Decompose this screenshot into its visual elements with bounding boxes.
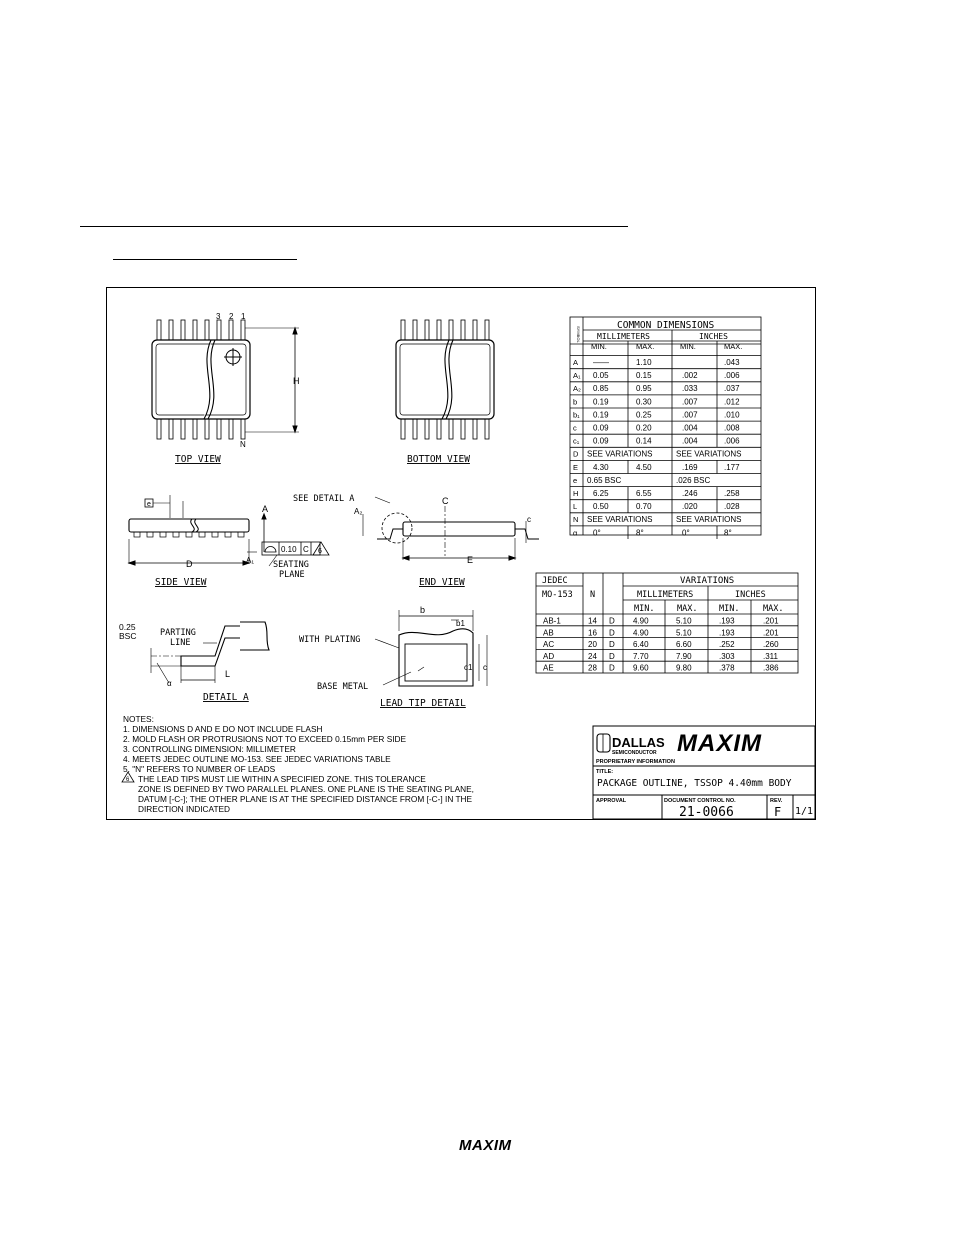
tolerance-value: 0.10 xyxy=(281,545,297,554)
detail-a xyxy=(119,622,269,703)
cd-in-span: SEE VARIATIONS xyxy=(676,515,742,525)
var-mm-min-header: MIN. xyxy=(634,604,655,614)
var-cell: 9.80 xyxy=(676,663,692,673)
lead xyxy=(169,419,173,439)
lead xyxy=(193,419,197,439)
document-number: 21-0066 xyxy=(679,805,734,819)
side-view xyxy=(129,495,329,588)
seating-plane-label-2: PLANE xyxy=(279,570,305,580)
lead xyxy=(485,419,489,439)
var-cell: 6.40 xyxy=(633,640,649,650)
cd-cell: .246 xyxy=(682,489,698,498)
var-cell: 4.90 xyxy=(633,628,649,638)
var-cell: AC xyxy=(543,640,555,650)
lead xyxy=(437,419,441,439)
lead-tip-detail xyxy=(299,605,487,709)
var-mm-header: MILLIMETERS xyxy=(637,590,694,600)
lead xyxy=(212,532,218,537)
cd-cell: 0.25 xyxy=(636,410,652,420)
cd-symbol: E xyxy=(573,462,579,472)
var-cell: 14 xyxy=(588,616,597,626)
var-in-header: INCHES xyxy=(735,590,766,600)
dim-a1-label: A₁ xyxy=(246,556,255,565)
dim-c-label: c xyxy=(527,515,531,524)
with-plating-label: WITH PLATING xyxy=(299,635,361,645)
dim-c1-label: c1 xyxy=(464,663,473,672)
cd-cell: 0.70 xyxy=(636,502,652,512)
cd-cell: 0.14 xyxy=(636,436,652,446)
cd-cell: .012 xyxy=(724,397,740,407)
var-cell: 7.70 xyxy=(633,651,649,661)
dim-a2-label: A₂ xyxy=(354,507,363,516)
lead xyxy=(229,320,233,340)
cd-mm-header: MILLIMETERS xyxy=(597,332,650,341)
notes-heading: NOTES: xyxy=(123,714,154,724)
variations-title: VARIATIONS xyxy=(680,576,735,586)
cd-cell: .008 xyxy=(724,423,740,433)
doc-control-label: DOCUMENT CONTROL NO. xyxy=(664,798,736,804)
var-cell: .386 xyxy=(763,663,779,673)
lead xyxy=(181,320,185,340)
end-view-label: END VIEW xyxy=(419,577,465,588)
sheet-number: 1/1 xyxy=(795,806,814,817)
top-view-leads-top xyxy=(157,320,245,340)
var-in-max-header: MAX. xyxy=(763,604,784,614)
detail-bsc-value: 0.25 xyxy=(119,622,136,632)
lead xyxy=(199,532,205,537)
lead xyxy=(229,419,233,439)
note-flag-number: 6 xyxy=(318,548,322,555)
var-cell: .252 xyxy=(719,640,735,650)
var-cell: 16 xyxy=(588,628,597,638)
dim-l-label: L xyxy=(225,669,231,679)
cd-cell: 0° xyxy=(593,528,601,538)
cd-symbol: A₂ xyxy=(573,384,581,394)
parting-line-label-1: PARTING xyxy=(160,628,196,638)
base-metal-label: BASE METAL xyxy=(317,682,369,692)
common-dimensions-table xyxy=(570,317,761,539)
lead xyxy=(449,320,453,340)
cd-cell: 0.95 xyxy=(636,384,652,394)
bottom-view xyxy=(396,320,494,465)
cd-subheader: MAX. xyxy=(636,342,655,351)
pin-number-3: 3 xyxy=(216,312,221,321)
cd-cell: .033 xyxy=(682,384,698,394)
cd-cell: .258 xyxy=(724,489,740,498)
var-cell: 24 xyxy=(588,651,597,661)
mo-number: MO-153 xyxy=(542,590,573,600)
variations-table xyxy=(536,573,798,673)
cd-cell: 0.50 xyxy=(593,502,609,512)
header-rule xyxy=(80,226,628,227)
lead xyxy=(217,419,221,439)
var-cell: D xyxy=(609,616,615,626)
jedec-header: JEDEC xyxy=(542,576,568,586)
flatness-icon xyxy=(265,547,276,553)
dim-n-label: N xyxy=(240,440,246,449)
cd-in-span: SEE VARIATIONS xyxy=(676,449,742,459)
var-cell: .201 xyxy=(763,628,779,638)
dim-c-tip-label: c xyxy=(483,663,487,672)
revision: F xyxy=(774,805,782,819)
dim-h-label: H xyxy=(293,376,300,386)
cd-cell: 8° xyxy=(724,528,732,538)
parting-line-label-2: LINE xyxy=(170,638,191,648)
var-in-min-header: MIN. xyxy=(719,604,740,614)
cd-symbol: H xyxy=(573,489,579,498)
note-6-line-2: ZONE IS DEFINED BY TWO PARALLEL PLANES. ONE PLANE IS THE SEATING PLANE, xyxy=(138,784,474,794)
var-cell: .311 xyxy=(763,651,778,661)
note-3: 3. CONTROLLING DIMENSION: MILLIMETER xyxy=(123,744,296,754)
detail-a-label: DETAIL A xyxy=(203,692,249,703)
cd-mm-span: SEE VARIATIONS xyxy=(587,449,653,459)
cd-subheader: MIN. xyxy=(680,342,696,351)
var-cell: D xyxy=(609,640,615,650)
cd-cell: .028 xyxy=(724,502,740,512)
lead xyxy=(169,320,173,340)
lead-tip-detail-label: LEAD TIP DETAIL xyxy=(380,698,466,709)
cd-cell: 8° xyxy=(636,528,644,538)
tolerance-datum: C xyxy=(303,545,309,554)
package-outline-drawing xyxy=(106,287,816,820)
centerline-c-label: C xyxy=(442,496,449,506)
var-cell: AB-1 xyxy=(543,616,561,626)
var-cell: .303 xyxy=(719,651,735,661)
lead xyxy=(401,419,405,439)
footer-maxim-logo: MAXIM xyxy=(459,1137,512,1154)
dim-a-label: A xyxy=(262,504,269,514)
var-cell: 7.90 xyxy=(676,651,692,661)
lead xyxy=(160,532,166,537)
cd-cell: .006 xyxy=(724,436,740,446)
var-cell: .193 xyxy=(719,628,735,638)
cd-symbol: A₁ xyxy=(573,371,581,381)
cd-cell: —— xyxy=(593,358,609,367)
rev-label: REV. xyxy=(770,798,783,804)
top-view-leads-bottom xyxy=(157,419,245,439)
dim-b-label: b xyxy=(420,605,426,615)
lead xyxy=(401,320,405,340)
lead xyxy=(425,419,429,439)
lead xyxy=(186,532,192,537)
cd-in-header: INCHES xyxy=(699,332,728,341)
pin-number-2: 2 xyxy=(229,312,234,321)
cd-symbol: D xyxy=(573,449,579,459)
title-field-label: TITLE: xyxy=(596,769,614,775)
var-cell: AB xyxy=(543,628,554,638)
cd-mm-span: 0.65 BSC xyxy=(587,475,622,485)
lead xyxy=(238,532,244,537)
cd-subheader: MIN. xyxy=(591,342,607,351)
lead xyxy=(413,419,417,439)
dim-b1-label: b1 xyxy=(456,619,465,628)
note-6-line-3: DATUM [-C-]; THE OTHER PLANE IS AT THE SPECIFIED DISTANCE FROM [-C-] IN THE xyxy=(138,794,473,804)
lead xyxy=(157,320,161,340)
cd-cell: .007 xyxy=(682,410,698,420)
subheader-rule xyxy=(113,259,297,260)
cd-cell: .002 xyxy=(682,371,698,381)
var-cell: .260 xyxy=(763,640,779,650)
lead xyxy=(473,320,477,340)
cd-symbol: c₁ xyxy=(573,436,580,446)
cd-cell: 0° xyxy=(682,528,690,538)
var-cell: 20 xyxy=(588,640,597,650)
dim-e-pitch-label: e xyxy=(147,501,151,508)
cd-cell: 0.15 xyxy=(636,371,652,381)
var-mm-max-header: MAX. xyxy=(677,604,698,614)
top-view xyxy=(152,312,300,465)
semiconductor-text: SEMICONDUCTOR xyxy=(612,750,657,756)
notes xyxy=(122,714,474,814)
drawing-title: PACKAGE OUTLINE, TSSOP 4.40mm BODY xyxy=(597,778,792,789)
var-cell: AE xyxy=(543,663,554,673)
lead xyxy=(461,320,465,340)
lead xyxy=(205,320,209,340)
cd-cell: 0.30 xyxy=(636,397,652,407)
cd-symbol: e xyxy=(573,475,578,485)
lead xyxy=(193,320,197,340)
note-2: 2. MOLD FLASH OR PROTRUSIONS NOT TO EXCEED 0.15mm PER SIDE xyxy=(123,734,407,744)
cd-cell: .010 xyxy=(724,410,740,420)
lead xyxy=(485,320,489,340)
cd-cell: 6.55 xyxy=(636,489,652,498)
lead xyxy=(413,320,417,340)
dallas-logo-icon xyxy=(597,734,610,752)
dim-alpha-label: α xyxy=(167,679,172,688)
cd-symbol: b xyxy=(573,397,578,407)
cd-cell: .004 xyxy=(682,436,698,446)
cd-cell: 0.20 xyxy=(636,423,652,433)
cd-cell: 6.25 xyxy=(593,489,609,498)
lead xyxy=(473,419,477,439)
bottom-view-leads-bottom xyxy=(401,419,489,439)
lead xyxy=(173,532,179,537)
cd-symbol: α xyxy=(573,528,578,538)
lead xyxy=(425,320,429,340)
dim-e-label: E xyxy=(467,555,474,565)
dim-d-label: D xyxy=(186,559,193,569)
cd-symbol: b₁ xyxy=(573,410,580,420)
cd-mm-span: SEE VARIATIONS xyxy=(587,515,653,525)
cd-cell: .043 xyxy=(724,358,740,367)
var-cell: D xyxy=(609,651,615,661)
detail-bsc-label: BSC xyxy=(119,631,137,641)
var-cell: 28 xyxy=(588,663,597,673)
note-5: 5. "N" REFERS TO NUMBER OF LEADS xyxy=(123,764,276,774)
lead xyxy=(217,320,221,340)
var-cell: .193 xyxy=(719,616,735,626)
var-cell: AD xyxy=(543,651,555,661)
cd-cell: 0.19 xyxy=(593,410,609,420)
cd-cell: 0.09 xyxy=(593,423,609,433)
lead xyxy=(134,532,140,537)
lead xyxy=(437,320,441,340)
lead xyxy=(449,419,453,439)
lead xyxy=(241,320,245,340)
end-view xyxy=(293,494,539,588)
cd-cell: 0.85 xyxy=(593,384,609,394)
var-cell: 9.60 xyxy=(633,663,649,673)
var-cell: 4.90 xyxy=(633,616,649,626)
lead xyxy=(205,419,209,439)
cd-cell: 4.50 xyxy=(636,462,652,472)
cd-in-span: .026 BSC xyxy=(676,475,711,485)
note-6-line-4: DIRECTION INDICATED xyxy=(138,804,231,814)
see-detail-a-label: SEE DETAIL A xyxy=(293,494,355,504)
lead xyxy=(241,419,245,439)
cd-symbol: N xyxy=(573,515,579,525)
var-cell: 5.10 xyxy=(676,628,692,638)
note-6-number: 6 xyxy=(126,777,130,783)
var-cell: .378 xyxy=(719,663,735,673)
title-block xyxy=(593,726,815,819)
lead xyxy=(181,419,185,439)
cd-cell: 0.09 xyxy=(593,436,609,446)
cd-symbol: A xyxy=(573,358,579,367)
var-cell: 5.10 xyxy=(676,616,692,626)
cd-cell: .169 xyxy=(682,462,698,472)
top-view-label: TOP VIEW xyxy=(175,454,221,465)
var-cell: .201 xyxy=(763,616,779,626)
common-dimensions-title: COMMON DIMENSIONS xyxy=(617,320,715,331)
cd-symbol: c xyxy=(573,423,577,433)
seating-plane-label-1: SEATING xyxy=(273,560,309,570)
note-1: 1. DIMENSIONS D AND E DO NOT INCLUDE FLASH xyxy=(123,724,323,734)
cd-cell: .020 xyxy=(682,502,698,512)
bottom-view-label: BOTTOM VIEW xyxy=(407,454,470,465)
cd-cell: 0.19 xyxy=(593,397,609,407)
bottom-view-leads-top xyxy=(401,320,489,340)
symbol-column-header: SYMBOL xyxy=(576,326,581,343)
dallas-logo-text: DALLAS xyxy=(612,735,665,750)
cd-cell: .006 xyxy=(724,371,740,381)
n-header: N xyxy=(590,590,596,600)
cd-symbol: L xyxy=(573,502,578,512)
note-4: 4. MEETS JEDEC OUTLINE MO-153. SEE JEDEC VARIATIONS TABLE xyxy=(123,754,391,764)
maxim-logo: MAXIM xyxy=(677,730,762,757)
cd-cell: .177 xyxy=(724,462,740,472)
cd-subheader: MAX. xyxy=(724,342,743,351)
cd-cell: .004 xyxy=(682,423,698,433)
side-view-leads xyxy=(134,532,244,537)
lead xyxy=(157,419,161,439)
cd-cell: 4.30 xyxy=(593,462,609,472)
var-cell: D xyxy=(609,628,615,638)
proprietary-label: PROPRIETARY INFORMATION xyxy=(596,759,675,765)
cd-cell: .037 xyxy=(724,384,740,394)
cd-cell: .007 xyxy=(682,397,698,407)
pin-number-1: 1 xyxy=(241,312,246,321)
cd-cell: 1.10 xyxy=(636,358,652,367)
lead xyxy=(147,532,153,537)
var-cell: D xyxy=(609,663,615,673)
lead xyxy=(225,532,231,537)
side-view-label: SIDE VIEW xyxy=(155,577,207,588)
cd-cell: 0.05 xyxy=(593,371,609,381)
note-6-line-1: THE LEAD TIPS MUST LIE WITHIN A SPECIFIED ZONE. THIS TOLERANCE xyxy=(138,774,426,784)
lead xyxy=(461,419,465,439)
approval-label: APPROVAL xyxy=(596,798,627,804)
var-cell: 6.60 xyxy=(676,640,692,650)
